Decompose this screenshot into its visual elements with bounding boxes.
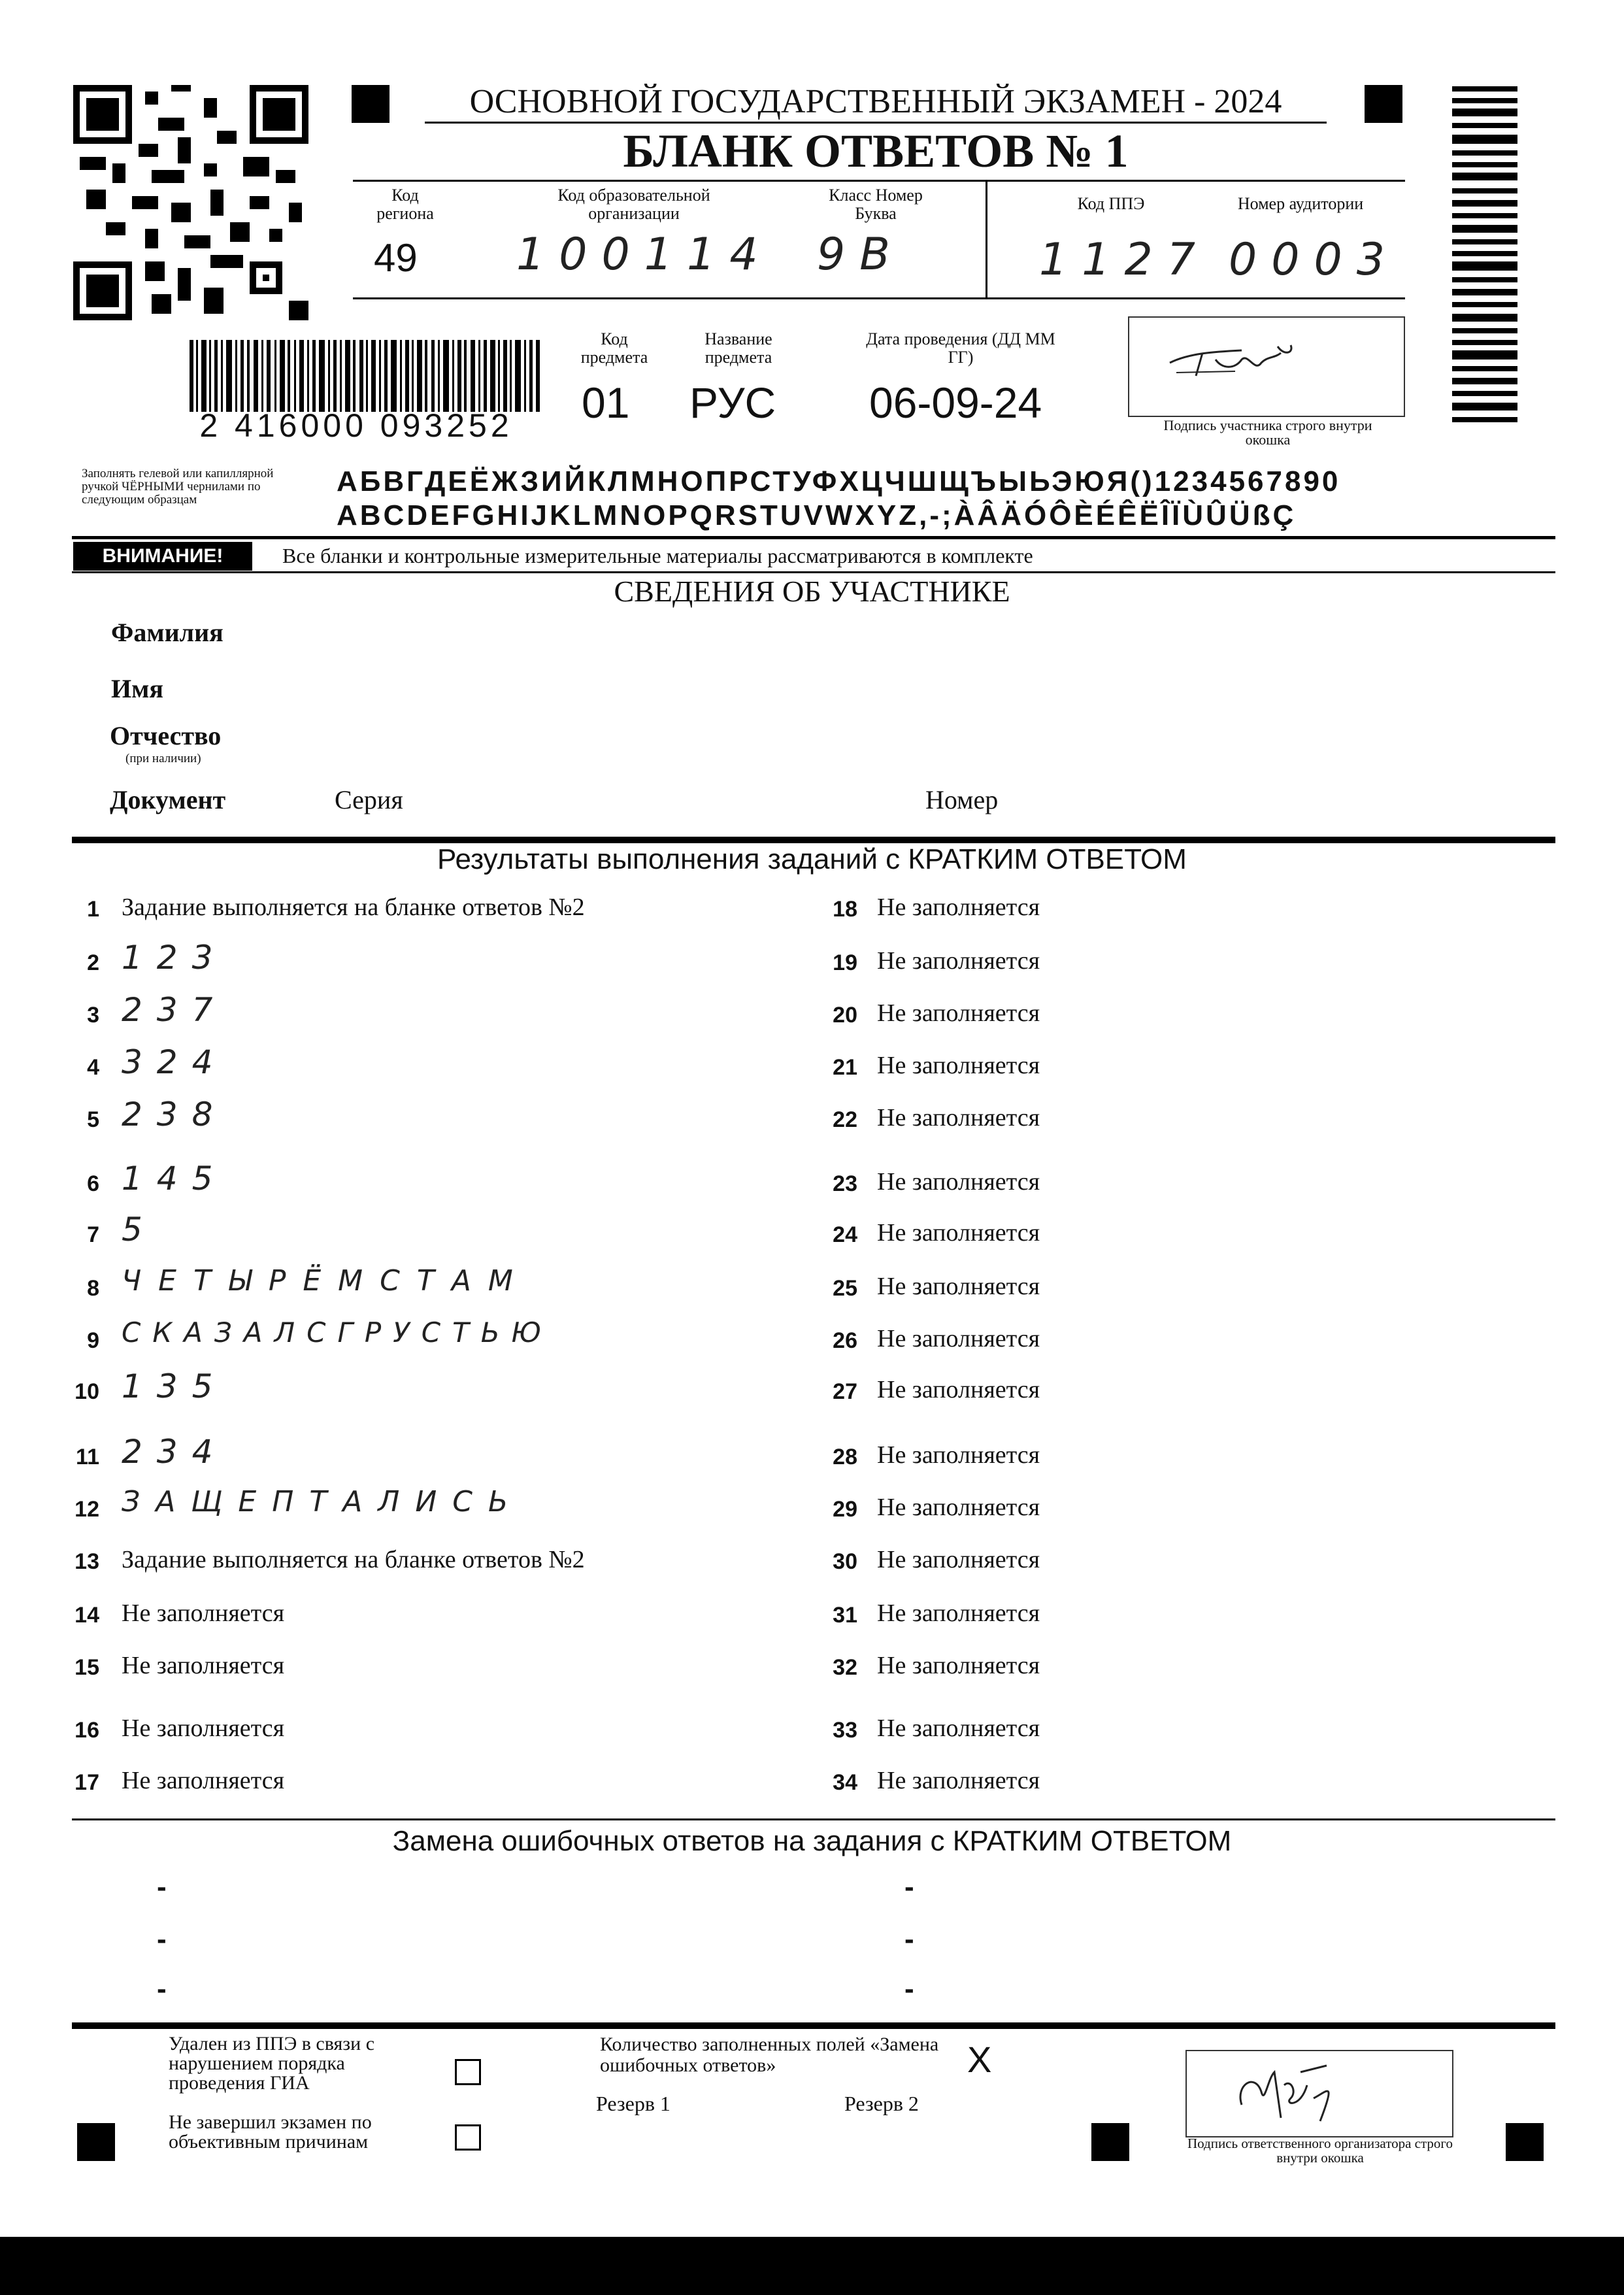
task-answer: СКАЗАЛСГРУСТЬЮ bbox=[122, 1316, 553, 1349]
task-text: Не заполняется bbox=[877, 947, 1040, 975]
task-text: Не заполняется bbox=[122, 1652, 285, 1679]
task-text: Не заполняется bbox=[877, 1104, 1040, 1131]
replacement-slot[interactable]: - bbox=[157, 1923, 167, 1955]
label-subject-code: Код предмета bbox=[580, 329, 648, 367]
replacement-slot[interactable]: - bbox=[904, 1973, 914, 2005]
label-series: Серия bbox=[335, 785, 403, 814]
task-text: Не заполняется bbox=[877, 1219, 1040, 1247]
qr-code bbox=[73, 85, 308, 320]
task-text: Не заполняется bbox=[877, 1715, 1040, 1742]
task-answer: 238 bbox=[122, 1096, 227, 1133]
room-number: 0003 bbox=[1229, 234, 1400, 286]
label-room: Номер аудитории bbox=[1237, 194, 1364, 213]
patronymic-note: (при наличии) bbox=[125, 752, 201, 765]
subject-code: 01 bbox=[582, 378, 630, 427]
org-code: 100114 bbox=[516, 229, 772, 280]
participant-section-title: СВЕДЕНИЯ ОБ УЧАСТНИКЕ bbox=[614, 575, 1010, 608]
replacement-slot[interactable]: - bbox=[904, 1923, 914, 1955]
label-subject-name: Название предмета bbox=[704, 329, 772, 367]
task-text: Не заполняется bbox=[877, 1441, 1040, 1469]
task-text: Не заполняется bbox=[877, 1652, 1040, 1679]
subject-name: РУС bbox=[689, 378, 776, 427]
label-document: Документ bbox=[110, 785, 226, 814]
task-answer: ЧЕТЫРЁМСТАМ bbox=[122, 1264, 530, 1298]
label-signature: Подпись участника строго внутри окошка bbox=[1163, 417, 1372, 448]
task-answer: ЗАЩЕПТАЛИСЬ bbox=[122, 1485, 524, 1518]
label-ppe: Код ППЭ bbox=[1077, 194, 1145, 213]
organizer-signature bbox=[1229, 2059, 1359, 2131]
task-text: Не заполняется bbox=[877, 1767, 1040, 1794]
barcode-number: 2 416000 093252 bbox=[199, 407, 513, 444]
exam-title: ОСНОВНОЙ ГОСУДАРСТВЕННЫЙ ЭКЗАМЕН - 2024 bbox=[469, 83, 1282, 120]
registration-mark bbox=[77, 2123, 115, 2161]
task-text: Не заполняется bbox=[877, 1052, 1040, 1079]
replacement-count-value: X bbox=[967, 2039, 992, 2080]
task-text: Задание выполняется на бланке ответов №2 bbox=[122, 894, 585, 921]
sample-instruction: Заполнять гелевой или капиллярной ручкой ЧЁРНЫМИ чернилами по следующим образцам bbox=[82, 467, 274, 507]
not-finished-checkbox[interactable] bbox=[455, 2124, 481, 2151]
task-text: Не заполняется bbox=[877, 1376, 1040, 1403]
not-finished-label: Не завершил экзамен по объективным причинам bbox=[169, 2111, 372, 2153]
task-answer: 123 bbox=[122, 939, 227, 977]
reserve-2: Резерв 2 bbox=[844, 2092, 919, 2115]
replacement-slot[interactable]: - bbox=[157, 1871, 167, 1903]
task-text: Не заполняется bbox=[877, 1168, 1040, 1196]
label-class: Класс Номер Буква bbox=[829, 186, 923, 223]
label-region: Код региона bbox=[376, 186, 434, 223]
task-text: Не заполняется bbox=[877, 1325, 1040, 1352]
reserve-1: Резерв 1 bbox=[596, 2092, 671, 2115]
removed-checkbox[interactable] bbox=[455, 2059, 481, 2085]
task-text: Не заполняется bbox=[877, 894, 1040, 921]
form-title: БЛАНК ОТВЕТОВ № 1 bbox=[623, 125, 1129, 177]
organizer-signature-label: Подпись ответственного организатора строго внутри окошка bbox=[1187, 2136, 1453, 2166]
label-date: Дата проведения (ДД ММ ГГ) bbox=[866, 329, 1055, 367]
label-name: Имя bbox=[111, 674, 163, 703]
sample-row-latin: ABCDEFGHIJKLMNOPQRSTUVWXYZ,-;ÀÂÄÓÔÈÉÊËÎÏÙÛÜßÇ bbox=[337, 499, 1297, 531]
task-text: Не заполняется bbox=[122, 1715, 285, 1742]
ppe-code: 1127 bbox=[1039, 234, 1210, 286]
registration-mark bbox=[1091, 2123, 1129, 2161]
task-answer: 237 bbox=[122, 991, 227, 1029]
task-text: Не заполняется bbox=[122, 1600, 285, 1627]
bottom-bar bbox=[0, 2237, 1624, 2295]
task-text: Не заполняется bbox=[877, 1546, 1040, 1573]
label-org: Код образовательной организации bbox=[557, 186, 710, 223]
task-text: Не заполняется bbox=[877, 999, 1040, 1027]
registration-mark bbox=[1365, 85, 1402, 123]
task-text: Не заполняется bbox=[877, 1494, 1040, 1521]
replacement-title: Замена ошибочных ответов на задания с КРАТКИМ ОТВЕТОМ bbox=[392, 1825, 1232, 1857]
exam-date: 06-09-24 bbox=[869, 378, 1042, 427]
sample-row-cyrillic: АБВГДЕЁЖЗИЙКЛМНОПРСТУФХЦЧШЩЪЫЬЭЮЯ()1234567890 bbox=[337, 465, 1341, 497]
warning-badge: ВНИМАНИЕ! bbox=[73, 542, 252, 571]
removed-label: Удален из ППЭ в связи с нарушением порядка проведения ГИА bbox=[169, 2033, 375, 2094]
task-answer: 234 bbox=[122, 1433, 227, 1471]
replacement-count-label: Количество заполненных полей «Замена ошибочных ответов» bbox=[600, 2034, 939, 2076]
participant-signature bbox=[1163, 333, 1320, 386]
class-value: 9В bbox=[817, 229, 904, 280]
task-text: Не заполняется bbox=[877, 1273, 1040, 1300]
label-patronymic: Отчество bbox=[110, 721, 222, 750]
replacement-slot[interactable]: - bbox=[904, 1871, 914, 1903]
registration-mark bbox=[1506, 2123, 1544, 2161]
label-number: Номер bbox=[925, 785, 999, 814]
task-text: Не заполняется bbox=[877, 1600, 1040, 1627]
warning-text: Все бланки и контрольные измерительные материалы рассматриваются в комплекте bbox=[282, 544, 1033, 567]
task-answer: 324 bbox=[122, 1043, 227, 1081]
task-answer: 145 bbox=[122, 1160, 227, 1198]
label-surname: Фамилия bbox=[111, 618, 224, 647]
replacement-slot[interactable]: - bbox=[157, 1973, 167, 2005]
task-text: Задание выполняется на бланке ответов №2 bbox=[122, 1546, 585, 1573]
task-answer: 5 bbox=[122, 1211, 157, 1248]
task-text: Не заполняется bbox=[122, 1767, 285, 1794]
region-code: 49 bbox=[374, 236, 418, 280]
registration-mark bbox=[352, 85, 389, 123]
task-answer: 135 bbox=[122, 1367, 227, 1405]
barcode bbox=[190, 340, 542, 412]
results-title: Результаты выполнения заданий с КРАТКИМ ОТВЕТОМ bbox=[437, 843, 1187, 875]
